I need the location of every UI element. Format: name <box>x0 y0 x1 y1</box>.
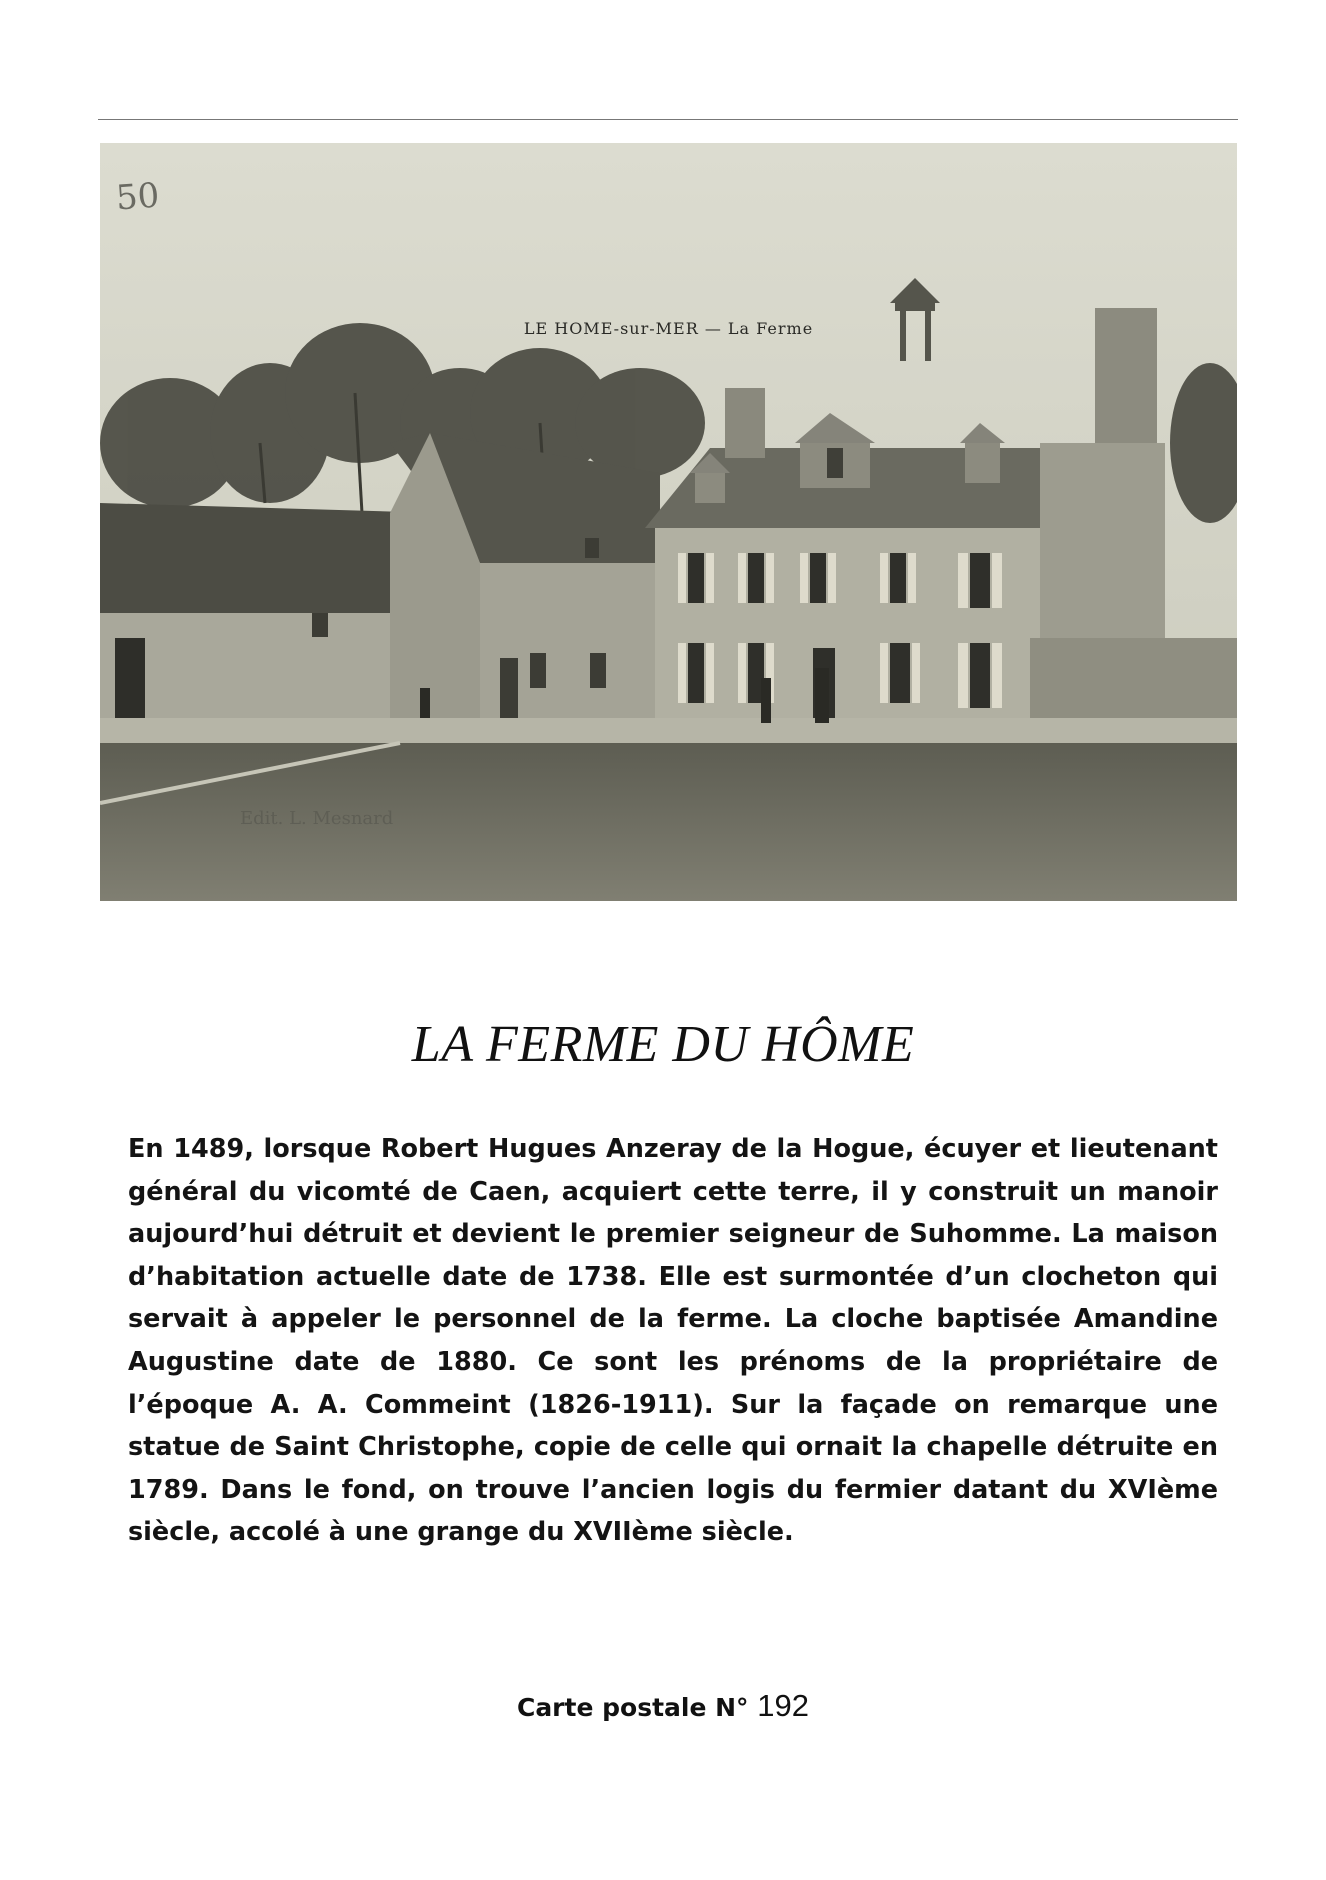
page-title: LA FERME DU HÔME <box>411 1016 915 1073</box>
postcard-number-label <box>0 1688 1326 1724</box>
postcard-photo <box>100 143 1237 901</box>
farm-illustration <box>100 143 1237 901</box>
postcard-number: 192 <box>757 1688 810 1723</box>
postcard-label-text: Carte postale N° <box>516 1693 749 1722</box>
editor-mark: Edit. L. Mesnard <box>240 808 394 829</box>
top-rule <box>98 119 1238 120</box>
handwritten-note: 50 <box>114 175 161 219</box>
body-paragraph: En 1489, lorsque Robert Hugues Anzeray de la Hogue, écuyer et lieutenant général du vicomté de Caen, acquiert cette terre, il y construit un manoir aujourd’hui détruit et devient le premier seigneur de Suhomme. La maison d’habitation actuelle date de 1738. Elle est surmontée d’un clocheton qui servait à appeler le personnel de la ferme. La cloche baptisée Amandine Augustine date de 1880. Ce sont les prénoms de la propriétaire de l’époque A. A. Commeint (1826-1911). Sur la façade on remarque une statue de Saint Christophe, copie de celle qui ornait la chapelle détruite en 1789. Dans le fond, on trouve l’ancien logis du fermier datant du XVIème siècle, accolé à une grange du XVIIème siècle. <box>128 1134 1218 1548</box>
postcard-caption: LE HOME-sur-MER — La Ferme <box>523 319 814 338</box>
